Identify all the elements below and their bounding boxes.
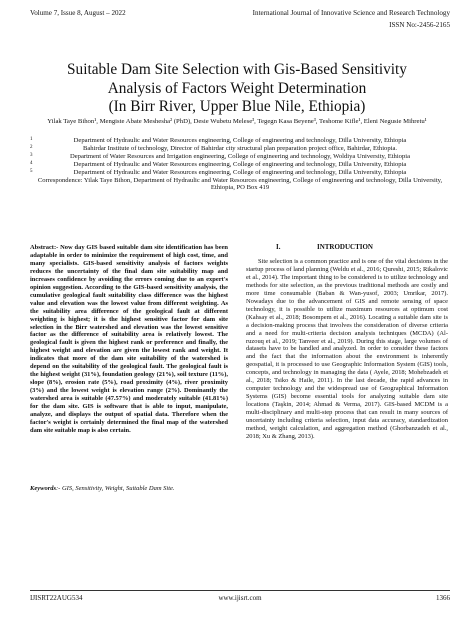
paper-id: IJISRT22AUG534	[30, 594, 83, 602]
affiliation-number: 1	[30, 137, 33, 142]
affiliation	[30, 161, 450, 169]
keywords-label: Keywords	[30, 485, 56, 492]
affiliation-number: 2	[30, 144, 33, 150]
issn: ISSN No:-2456-2165	[389, 21, 450, 29]
affiliation-text: Department of Hydraulic and Water Resources engineering, College of engineering and technology, Dilla University, Ethiopia	[73, 137, 407, 144]
title-line: (In Birr River, Upper Blue Nile, Ethiopia)	[108, 98, 366, 115]
section-heading	[246, 243, 444, 251]
journal-name: International Journal of Innovative Science and Research Technology	[252, 9, 450, 17]
section-title: INTRODUCTION	[316, 243, 373, 251]
footer-divider	[30, 590, 450, 591]
abstract-label: Abstract:-	[30, 244, 59, 251]
affiliation-number: 4	[30, 160, 33, 166]
correspondence: Correspondence: Yilak Taye Bihon, Department of Hydraulic and Water Resources engineering, College of engineering and technology, Dilla University, Ethiopia, PO Box 419	[37, 176, 443, 192]
title-line: Analysis of Factors Weight Determination	[107, 79, 367, 97]
title-line: Suitable Dam Site Selection with Gis-Based Sensitivity	[67, 61, 407, 78]
affiliation	[30, 137, 450, 145]
affiliation	[30, 153, 450, 161]
introduction-text: Site selection is a common practice and is one of the vital decisions in the startup process of land planning (Weldu et al., 2016; Qureshi, 2015; Rikalovic et al., 2014). The important thing to be considered is to utilize technology and methods for site selection, as the previous traditional methods are costly and more time consumable (Baban & Wan-yusof, 2003; Umrikar, 2017). Nowadays due to the advancement of GIS and remote sensing of space technology, it is possible to utilize maximum resources at optimum cost (Kahsay et al., 2018; Bosompem et al., 2016). Locating a suitable dam site is a decision-making process that involves the consideration of diverse criteria and a need for multi-criteria decision analysis techniques (MCDA) (Al-ruzouq et al., 2019; Tanveer et al., 2019). During this stage, large volumes of datasets have to be handled and analyzed. In order to consider these factors and the fact that the information about the environment is inherently geospatial, it is processed to use Geographic Information System (GIS) tools, concepts, and technology in managing the data ( Ayele, 2018; Mohebzadeh et al., 2018; Tsiko & Haile, 2011). In the last decade, the rapid advances in computer technology and the widespread use of Geographical Information Systems (GIS) become essential tools for analyzing suitable dam site locations (Taşkin, 2014; Ahmad & Verma, 2017). GIS-based MCDM is a multi-disciplinary and multi-step process that can result in many sources of uncertainty including criteria selection, input data accuracy, standardization method, weight calculation, and aggregation method (Ghorbanzadeh et al., 2018; Xu & Zhang, 2013).	[246, 258, 448, 440]
affiliations	[30, 137, 450, 192]
abstract	[30, 244, 228, 435]
journal-url[interactable]: www.ijisrt.com	[218, 594, 262, 602]
affiliation	[30, 145, 450, 153]
affiliation-text: Department of Water Resources and Irrigation engineering, College of engineering and technology, Woldiya University, Ethiopia	[69, 152, 411, 160]
paper-title	[20, 61, 454, 117]
affiliation-text: Bahirdar Institute of technology, Director of Bahirdar city structural plan preparation project office, Bahirdar, Ethiopia.	[82, 144, 398, 152]
page-number: 1366	[436, 594, 450, 602]
keywords	[30, 485, 228, 493]
affiliation-text: Department of Hydraulic and Water Resources engineering, College of engineering and technology, Dilla University, Ethiopia	[73, 160, 407, 168]
affiliation-number: 5	[30, 168, 33, 174]
volume-issue: Volume 7, Issue 8, August – 2022	[30, 9, 126, 17]
keywords-text: :- GIS, Sensitivity, Weight, Suitable Dam Site.	[56, 485, 175, 492]
affiliation	[30, 169, 450, 177]
affiliation-text: Department of Hydraulic and Water Resources engineering, College of engineering and technology, Dilla University, Ethiopia	[73, 168, 407, 176]
author-list: Yilak Taye Bihon¹, Mengiste Abate Meshesha² (PhD), Desie Wubetu Melese³, Tegegn Kasa Beyene³, Teshome Kifle¹, Eleni Negusie Mihretu¹	[47, 118, 427, 125]
affiliation-number: 3	[30, 152, 33, 158]
section-number: I.	[276, 243, 281, 251]
abstract-text: Now day GIS based suitable dam site identification has been adaptable in order to minimize the requirement of high cost, time, and many specialists. GIS-based sensitivity analysis of factors weights reduces the uncertainty of the final dam site suitability map and increases confidence by avoiding the errors coming due to an expert's opinion suggestion. According to the GIS-based sensitivity analysis, the cumulative geological fault suitability class difference was the highest value and elevation was the lowest value from different weighting. As the suitability area difference of the geological fault at different weighting is highest; it is the highest sensitive factor for dam site selection in the Birr watershed and elevation was the lowest sensitive factor as the difference of suitability area is relatively lowest. The geological fault is given the highest rank or preference and finally, the highest weight and elevation are given the lowest rank and weight. It indicates that more of the dam site suitability of the watershed is depend on the suitability of the geological fault. The geological fault is the highest weight (31%), foundation geology (21%), soil texture (11%), slope (8%), erosion rate (5%), road proximity (4%), river proximity (3%) and the lowest weight is elevation range (2%). Dominantly the watershed area is suitable (47.57%) and moderately suitable (41.81%) for the dam site. GIS is software that is able to input, manipulate, analyze, and displays the output of spatial data. Therefore when the factor's weight is certainly determined the final map of the watershed dam site suitable map is also certain.	[30, 244, 229, 434]
